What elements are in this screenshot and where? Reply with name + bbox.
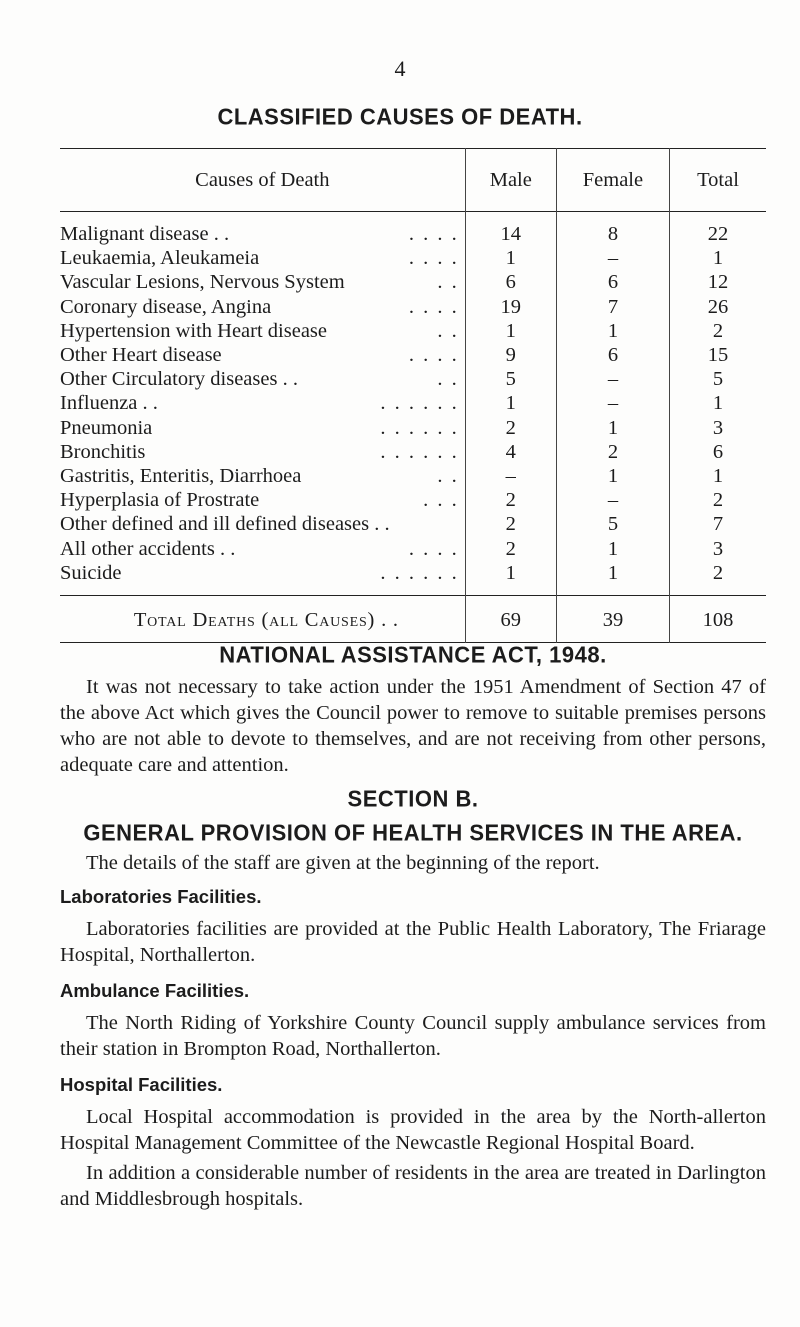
male-cell: 2 [465,536,556,560]
total-male: 69 [465,595,556,642]
female-cell: 6 [556,270,669,294]
total-cell: 2 [712,489,724,512]
leader-dots: . . . . [408,247,459,270]
total-cell: 26 [707,295,729,318]
male-cell: 1 [465,319,556,343]
ambulance-paragraph: The North Riding of Yorkshire County Council supply ambulance services from their station in Brompton Road, Northallerton. [60,1012,766,1060]
causes-of-death-table [60,148,766,643]
cause-label: Other Heart disease [60,344,222,367]
female-cell: 1 [556,416,669,440]
cause-cell [60,270,465,294]
hospital-paragraph-2: In addition a considerable number of residents in the area are treated in Darlington and Middlesbrough hospitals. [60,1162,766,1210]
total-cell: 6 [712,440,724,463]
cause-label: Other Circulatory diseases . . [60,368,298,391]
hospital-paragraph-1: Local Hospital accommodation is provided in the area by the North-allerton Hospital Management Committee of the Newcastle Regional Hospital Board. [60,1106,766,1154]
total-cell: 3 [712,537,724,560]
cause-cell [60,561,465,596]
header-total: Total [697,168,739,191]
male-cell: 2 [465,512,556,536]
general-provision-heading: GENERAL PROVISION OF HEALTH SERVICES IN THE AREA. [83,819,743,846]
male-cell: 19 [465,295,556,319]
total-label: Total Deaths (all Causes) . . [60,595,465,642]
cause-label: Bronchitis [60,440,146,463]
table-row [60,464,766,488]
total-row [60,595,766,642]
cause-label: Gastritis, Enteritis, Diarrhoea [60,464,302,487]
leader-dots: . . [437,319,459,342]
header-causes: Causes of Death [60,149,465,212]
cause-cell [60,343,465,367]
cause-cell [60,391,465,415]
male-cell: 6 [465,270,556,294]
female-cell: 7 [556,295,669,319]
total-cell: 7 [712,513,724,536]
laboratories-heading: Laboratories Facilities. [60,886,262,907]
female-cell: 1 [556,464,669,488]
leader-dots: . . . . [408,537,459,560]
male-cell: – [465,464,556,488]
leader-dots: . . . . . . [380,416,459,439]
female-cell: 6 [556,343,669,367]
header-female: Female [556,149,669,212]
leader-dots: . . . . [408,223,459,246]
female-cell: 2 [556,440,669,464]
female-cell: 1 [556,319,669,343]
male-cell: 1 [465,561,556,596]
cause-cell [60,536,465,560]
leader-dots: . . . . [408,295,459,318]
staff-intro-paragraph: The details of the staff are given at the beginning of the report. [86,852,600,874]
table-row [60,319,766,343]
total-cell: 22 [707,223,729,246]
national-assistance-section [60,642,766,778]
table-row [60,246,766,270]
table-row [60,561,766,596]
leader-dots: . . . [423,489,459,512]
cause-cell [60,212,465,247]
header-male: Male [465,149,556,212]
total-cell: 1 [712,464,724,487]
male-cell: 1 [465,391,556,415]
female-cell: 5 [556,512,669,536]
total-cell: 15 [707,344,729,367]
table-row [60,367,766,391]
female-cell: 8 [556,212,669,247]
cause-label: Pneumonia [60,416,153,439]
cause-label: Suicide [60,561,122,584]
male-cell: 1 [465,246,556,270]
table-row [60,343,766,367]
leader-dots: . . [437,368,459,391]
table-row [60,440,766,464]
total-cell: 1 [712,247,724,270]
total-cell: 2 [712,319,724,342]
cause-cell [60,246,465,270]
table-row [60,212,766,247]
male-cell: 5 [465,367,556,391]
leader-dots: . . [437,271,459,294]
section-b-heading: SECTION B. [347,785,479,812]
hospital-heading: Hospital Facilities. [60,1074,223,1095]
cause-label: Leukaemia, Aleukameia [60,247,260,270]
table-row [60,488,766,512]
table-row [60,512,766,536]
cause-label: Vascular Lesions, Nervous System [60,271,345,294]
cause-label: All other accidents . . [60,537,236,560]
female-cell: – [556,488,669,512]
female-cell: – [556,391,669,415]
table-row [60,391,766,415]
total-cell: 1 [712,392,724,415]
laboratories-paragraph: Laboratories facilities are provided at the Public Health Laboratory, The Friarage Hospital, Northallerton. [60,918,766,966]
cause-label: Hyperplasia of Prostrate [60,489,260,512]
total-cell: 5 [712,368,724,391]
female-cell: – [556,246,669,270]
table-header-row [60,149,766,212]
ambulance-heading: Ambulance Facilities. [60,980,250,1001]
total-female: 39 [556,595,669,642]
table-row [60,270,766,294]
table-row [60,295,766,319]
female-cell: 1 [556,561,669,596]
cause-cell [60,367,465,391]
male-cell: 2 [465,416,556,440]
total-cell: 3 [712,416,724,439]
cause-cell [60,440,465,464]
total-total: 108 [702,608,734,631]
national-assistance-heading: NATIONAL ASSISTANCE ACT, 1948. [219,641,607,668]
total-cell: 2 [712,561,724,584]
cause-label: Malignant disease . . [60,223,230,246]
female-cell: – [556,367,669,391]
cause-cell [60,416,465,440]
female-cell: 1 [556,536,669,560]
male-cell: 9 [465,343,556,367]
page-number: 4 [394,56,406,81]
section-b [60,786,766,1212]
leader-dots: . . . . . . [380,392,459,415]
page-title: CLASSIFIED CAUSES OF DEATH. [217,103,583,130]
male-cell: 4 [465,440,556,464]
table-row [60,416,766,440]
total-cell: 12 [707,271,729,294]
cause-cell [60,488,465,512]
cause-label: Influenza . . [60,392,158,415]
male-cell: 14 [465,212,556,247]
cause-label: Hypertension with Heart disease [60,319,327,342]
cause-cell [60,464,465,488]
cause-label: Coronary disease, Angina [60,295,272,318]
cause-cell [60,512,465,536]
leader-dots: . . . . . . [380,440,459,463]
male-cell: 2 [465,488,556,512]
table-row [60,536,766,560]
leader-dots: . . [437,464,459,487]
leader-dots: . . . . . . [380,561,459,584]
leader-dots: . . . . [408,344,459,367]
cause-cell [60,319,465,343]
cause-label: Other defined and ill defined diseases . . [60,513,390,536]
national-assistance-paragraph: It was not necessary to take action under the 1951 Amendment of Section 47 of the above Act which gives the Council power to remove to suitable premises persons who are not able to devote to themselves, and are not receiving from other persons, adequate care and attention. [60,676,766,776]
cause-cell [60,295,465,319]
